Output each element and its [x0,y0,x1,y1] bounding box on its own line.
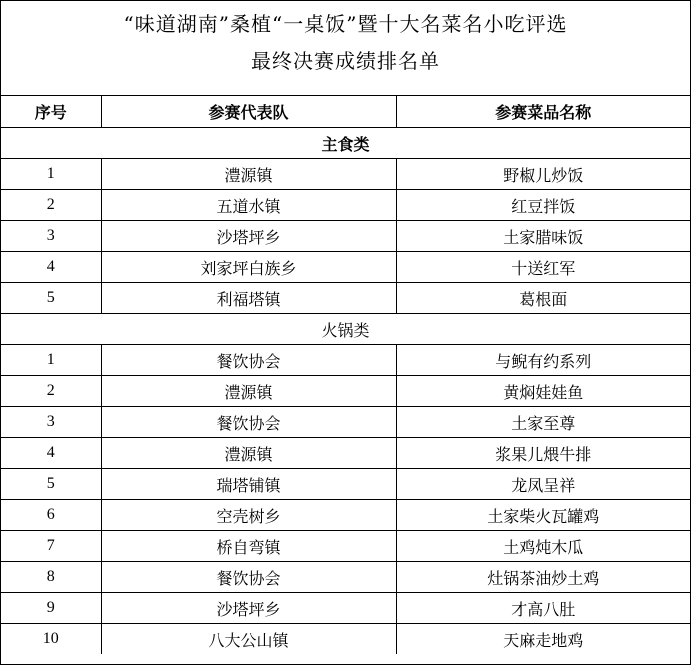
row-index: 1 [1,345,101,376]
row-index: 2 [1,190,101,221]
table-row [1,469,690,500]
row-index: 7 [1,531,101,562]
table-row [1,438,690,469]
table-row [1,190,690,221]
table-row [1,159,690,190]
row-team: 餐饮协会 [101,345,396,376]
row-dish: 红豆拌饭 [396,190,690,221]
row-dish: 龙凤呈祥 [396,469,690,500]
row-dish: 天麻走地鸡 [396,624,690,655]
header-index: 序号 [34,103,67,122]
header-dish: 参赛菜品名称 [396,96,690,128]
row-index: 3 [1,221,101,252]
row-dish: 黄焖娃娃鱼 [396,376,690,407]
row-index: 3 [1,407,101,438]
results-table [1,96,690,654]
row-dish: 土家柴火瓦罐鸡 [396,500,690,531]
row-team: 桥自弯镇 [101,531,396,562]
title-line-2: 最终决赛成绩排名单 [251,49,440,73]
header-row [1,96,690,128]
row-index: 6 [1,500,101,531]
row-dish: 野椒儿炒饭 [396,159,690,190]
row-index: 5 [1,469,101,500]
row-dish: 土家腊味饭 [396,221,690,252]
title-block [1,1,690,96]
row-team: 沙塔坪乡 [101,593,396,624]
row-index: 1 [1,159,101,190]
table-row [1,407,690,438]
row-team: 餐饮协会 [101,562,396,593]
row-team: 沙塔坪乡 [101,221,396,252]
row-dish: 浆果儿煨牛排 [396,438,690,469]
row-index: 8 [1,562,101,593]
row-index: 2 [1,376,101,407]
row-team: 利福塔镇 [101,283,396,314]
row-team: 澧源镇 [101,438,396,469]
row-index: 10 [1,624,101,655]
table-row [1,221,690,252]
row-team: 五道水镇 [101,190,396,221]
section-row-hotpot [1,314,690,345]
table-row [1,562,690,593]
section-title: 主食类 [1,128,690,159]
table-row [1,500,690,531]
row-index: 9 [1,593,101,624]
table-row [1,624,690,655]
row-team: 餐饮协会 [101,407,396,438]
table-row [1,345,690,376]
row-team: 澧源镇 [101,376,396,407]
section-title: 火锅类 [1,314,690,345]
row-dish: 才高八肚 [396,593,690,624]
row-dish: 与鲵有约系列 [396,345,690,376]
row-team: 澧源镇 [101,159,396,190]
table-row [1,376,690,407]
row-team: 八大公山镇 [101,624,396,655]
row-index: 4 [1,252,101,283]
table-row [1,593,690,624]
row-team: 瑞塔铺镇 [101,469,396,500]
row-dish: 土鸡炖木瓜 [396,531,690,562]
header-team: 参赛代表队 [101,96,396,128]
row-index: 4 [1,438,101,469]
row-dish: 十送红军 [396,252,690,283]
row-index: 5 [1,283,101,314]
row-team: 刘家坪白族乡 [101,252,396,283]
row-team: 空壳树乡 [101,500,396,531]
row-dish: 葛根面 [396,283,690,314]
table-row [1,531,690,562]
table-row [1,252,690,283]
table-row [1,283,690,314]
row-dish: 灶锅茶油炒土鸡 [396,562,690,593]
title-line-1: “味道湖南”桑植“一桌饭”暨十大名菜名小吃评选 [123,12,568,36]
row-dish: 土家至尊 [396,407,690,438]
section-row-staple [1,128,690,159]
